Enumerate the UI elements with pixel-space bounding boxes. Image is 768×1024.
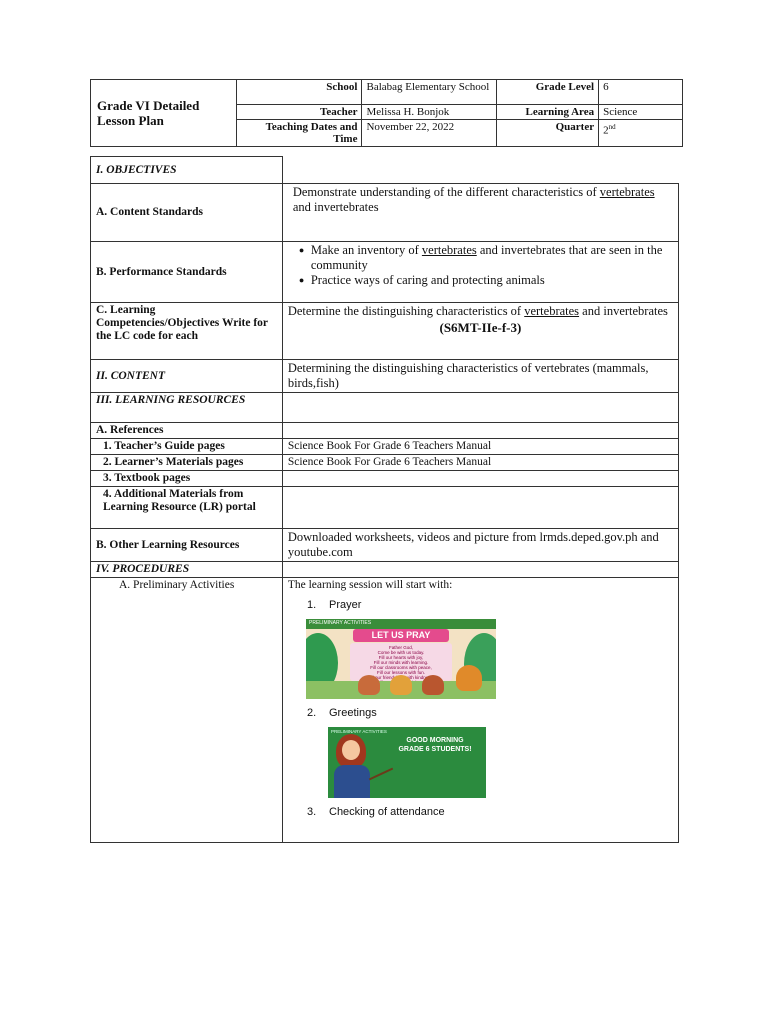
step-3-text: Checking of attendance bbox=[329, 806, 445, 818]
greeting-line-2: GRADE 6 STUDENTS! bbox=[398, 746, 472, 753]
performance-bullet-2: ● Practice ways of caring and protecting animals bbox=[297, 273, 673, 288]
content-standards-label: A. Content Standards bbox=[91, 184, 283, 242]
plan-title: Grade VI Detailed Lesson Plan bbox=[91, 80, 237, 147]
prayer-line: Fill our lessons with fun. bbox=[376, 670, 426, 675]
teacher-value: Melissa H. Bonjok bbox=[362, 105, 497, 120]
learning-resources-heading: III. LEARNING RESOURCES bbox=[91, 393, 283, 423]
performance-standards-label: B. Performance Standards bbox=[91, 242, 283, 303]
content-standards-underlined: vertebrates bbox=[599, 185, 655, 199]
content-standards-text-end: and invertebrates bbox=[292, 200, 379, 214]
prayer-image bbox=[306, 619, 496, 699]
other-resources-label: B. Other Learning Resources bbox=[91, 529, 283, 562]
learning-area-value: Science bbox=[599, 105, 683, 120]
quarter-value bbox=[599, 120, 683, 147]
procedures-blank bbox=[282, 562, 678, 578]
grade-level-label: Grade Level bbox=[497, 80, 599, 105]
teacher-face bbox=[342, 740, 360, 760]
references-label: A. References bbox=[91, 423, 283, 439]
preliminary-intro: The learning session will start with: bbox=[287, 579, 453, 591]
competencies-underlined: vertebrates bbox=[524, 304, 580, 318]
prayer-line: Father God, bbox=[388, 645, 413, 650]
child-figure bbox=[358, 675, 380, 695]
objectives-blank bbox=[282, 157, 678, 184]
competencies-text: Determine the distinguishing characteristics of bbox=[287, 304, 525, 318]
greeting-line-1: GOOD MORNING bbox=[406, 737, 464, 744]
step-2-text: Greetings bbox=[329, 707, 377, 719]
other-resources-value: Downloaded worksheets, videos and picture from lrmds.deped.gov.ph and youtube.com bbox=[282, 529, 678, 562]
prayer-image-header: PRELIMINARY ACTIVITIES bbox=[309, 620, 372, 626]
school-label: School bbox=[236, 80, 362, 105]
prayer-line: Fill our minds with learning. bbox=[373, 660, 429, 665]
child-figure bbox=[422, 675, 444, 695]
teacher-body bbox=[334, 765, 370, 798]
procedures-heading: IV. PROCEDURES bbox=[91, 562, 283, 578]
prayer-line: Fill our classrooms with peace, bbox=[370, 665, 432, 670]
step-1-text: Prayer bbox=[329, 599, 362, 611]
learners-materials-label: 2. Learner’s Materials pages bbox=[91, 455, 283, 471]
content-standards-text: Demonstrate understanding of the different characteristics of bbox=[292, 185, 600, 199]
content-heading: II. CONTENT bbox=[91, 360, 283, 393]
content-standards-value bbox=[282, 184, 678, 242]
competencies-text-end: and invertebrates bbox=[579, 304, 668, 318]
school-value: Balabag Elementary School bbox=[362, 80, 497, 105]
learning-resources-blank bbox=[282, 393, 678, 423]
teaching-dates-label: Teaching Dates and Time bbox=[236, 120, 362, 147]
greeting-text bbox=[390, 736, 480, 754]
additional-materials-value bbox=[282, 487, 678, 529]
lion-figure bbox=[456, 665, 482, 691]
performance-bullet-1-text: Make an inventory of bbox=[310, 243, 422, 257]
grade-level-value: 6 bbox=[599, 80, 683, 105]
greetings-image-header: PRELIMINARY ACTIVITIES bbox=[331, 729, 387, 734]
additional-materials-label: 4. Additional Materials from Learning Resource (LR) portal bbox=[91, 487, 283, 529]
prayer-banner: LET US PRAY bbox=[353, 629, 449, 642]
performance-bullet-1-underlined: vertebrates bbox=[421, 243, 477, 257]
learners-materials-value: Science Book For Grade 6 Teachers Manual bbox=[282, 455, 678, 471]
preliminary-activities-label: A. Preliminary Activities bbox=[91, 578, 283, 843]
teacher-label: Teacher bbox=[236, 105, 362, 120]
greetings-image bbox=[328, 727, 486, 798]
quarter-label: Quarter bbox=[497, 120, 599, 147]
competencies-value bbox=[282, 303, 678, 360]
child-figure bbox=[390, 675, 412, 695]
step-1-number: 1. bbox=[307, 599, 317, 611]
teachers-guide-value: Science Book For Grade 6 Teachers Manual bbox=[282, 439, 678, 455]
quarter-number: 2 bbox=[603, 124, 609, 137]
lc-code: (S6MT-IIe-f-3) bbox=[439, 320, 522, 335]
content-value: Determining the distinguishing characteristics of vertebrates (mammals, birds,fish) bbox=[282, 360, 678, 393]
quarter-suffix: nd bbox=[608, 123, 616, 131]
teachers-guide-label: 1. Teacher’s Guide pages bbox=[91, 439, 283, 455]
references-blank bbox=[282, 423, 678, 439]
performance-bullet-1 bbox=[297, 243, 673, 273]
prayer-line: Fill our hearts with joy, bbox=[378, 655, 424, 660]
learning-area-label: Learning Area bbox=[497, 105, 599, 120]
textbook-label: 3. Textbook pages bbox=[91, 471, 283, 487]
performance-standards-value bbox=[282, 242, 678, 303]
step-3-number: 3. bbox=[307, 806, 317, 818]
prayer-line: our with bbox=[374, 675, 414, 680]
header-table bbox=[90, 79, 683, 147]
competencies-label: C. Learning Competencies/Objectives Write for the LC code for each bbox=[91, 303, 283, 360]
objectives-heading: I. OBJECTIVES bbox=[91, 157, 283, 184]
teaching-dates-value: November 22, 2022 bbox=[362, 120, 497, 147]
step-2-number: 2. bbox=[307, 707, 317, 719]
pointer-stick bbox=[369, 768, 393, 781]
prayer-line: Come be with us today. bbox=[377, 650, 425, 655]
performance-bullet-1-text-end: and invertebrates that are seen in the community bbox=[310, 243, 663, 272]
textbook-value bbox=[282, 471, 678, 487]
